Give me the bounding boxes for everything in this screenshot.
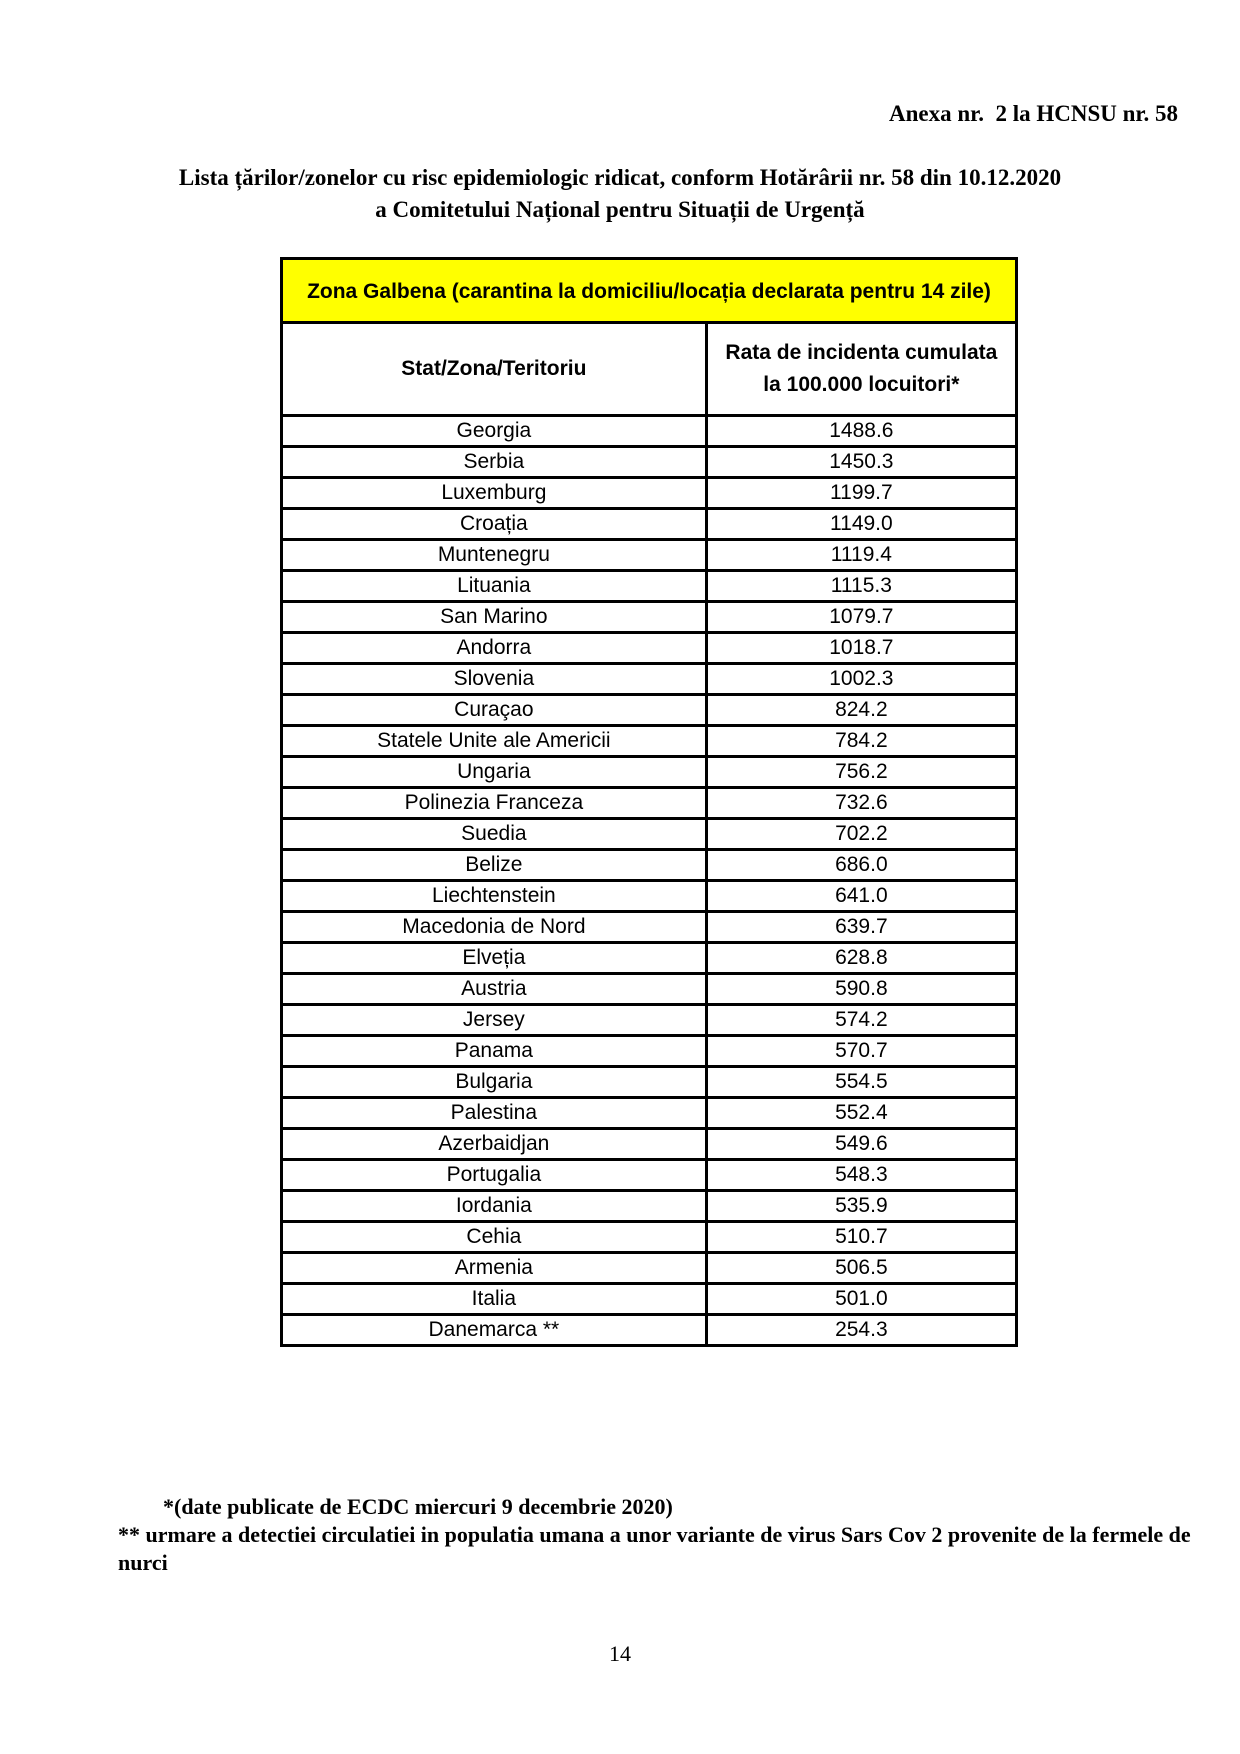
- country-name-cell: Armenia: [282, 1253, 707, 1284]
- footnote-1: *(date publicate de ECDC miercuri 9 decembrie 2020): [163, 1494, 673, 1519]
- incidence-rate-cell: 702.2: [706, 819, 1016, 850]
- table-row: [282, 1160, 1017, 1191]
- incidence-rate-cell: 639.7: [706, 912, 1016, 943]
- country-name-cell: Croația: [282, 509, 707, 540]
- incidence-rate-cell: 549.6: [706, 1129, 1016, 1160]
- table-row: [282, 416, 1017, 447]
- yellow-zone-table: [280, 257, 1018, 1347]
- page-number: 14: [609, 1641, 631, 1666]
- incidence-rate-cell: 1115.3: [706, 571, 1016, 602]
- country-name-cell: Ungaria: [282, 757, 707, 788]
- country-name-cell: Lituania: [282, 571, 707, 602]
- country-name-cell: Elveția: [282, 943, 707, 974]
- footnote-2: ** urmare a detectiei circulatiei in populatia umana a unor variante de virus Sars Cov 2 provenite de la fermele de nurci: [118, 1522, 1191, 1575]
- incidence-rate-cell: 686.0: [706, 850, 1016, 881]
- country-name-cell: Jersey: [282, 1005, 707, 1036]
- column-header-name: Stat/Zona/Teritoriu: [282, 323, 707, 416]
- country-name-cell: Curaçao: [282, 695, 707, 726]
- table-row: [282, 1315, 1017, 1346]
- country-name-cell: Portugalia: [282, 1160, 707, 1191]
- incidence-rate-cell: 641.0: [706, 881, 1016, 912]
- country-name-cell: Bulgaria: [282, 1067, 707, 1098]
- country-name-cell: Andorra: [282, 633, 707, 664]
- country-name-cell: Liechtenstein: [282, 881, 707, 912]
- table-row: [282, 788, 1017, 819]
- table-row: [282, 974, 1017, 1005]
- incidence-rate-cell: 1119.4: [706, 540, 1016, 571]
- country-name-cell: Georgia: [282, 416, 707, 447]
- incidence-rate-cell: 628.8: [706, 943, 1016, 974]
- table-row: [282, 1098, 1017, 1129]
- country-name-cell: Panama: [282, 1036, 707, 1067]
- table-row: [282, 1253, 1017, 1284]
- table-row: [282, 819, 1017, 850]
- country-name-cell: Azerbaidjan: [282, 1129, 707, 1160]
- zone-title-row: [282, 259, 1017, 323]
- incidence-rate-cell: 548.3: [706, 1160, 1016, 1191]
- country-name-cell: Slovenia: [282, 664, 707, 695]
- incidence-rate-cell: 1199.7: [706, 478, 1016, 509]
- table-row: [282, 540, 1017, 571]
- incidence-rate-cell: 574.2: [706, 1005, 1016, 1036]
- country-name-cell: San Marino: [282, 602, 707, 633]
- document-title: [0, 162, 1240, 226]
- incidence-rate-cell: 590.8: [706, 974, 1016, 1005]
- table-row: [282, 1222, 1017, 1253]
- country-name-cell: Serbia: [282, 447, 707, 478]
- country-name-cell: Iordania: [282, 1191, 707, 1222]
- annex-reference: Anexa nr. 2 la HCNSU nr. 58: [888, 101, 1178, 126]
- country-name-cell: Suedia: [282, 819, 707, 850]
- country-name-cell: Danemarca **: [282, 1315, 707, 1346]
- incidence-rate-cell: 1002.3: [706, 664, 1016, 695]
- incidence-rate-cell: 824.2: [706, 695, 1016, 726]
- table-row: [282, 1191, 1017, 1222]
- table-row: [282, 912, 1017, 943]
- column-header-rate: Rata de incidenta cumulata la 100.000 locuitori*: [706, 323, 1016, 416]
- table-row: [282, 1005, 1017, 1036]
- country-name-cell: Statele Unite ale Americii: [282, 726, 707, 757]
- table-row: [282, 1129, 1017, 1160]
- incidence-rate-cell: 756.2: [706, 757, 1016, 788]
- column-header-row: [282, 323, 1017, 416]
- country-name-cell: Macedonia de Nord: [282, 912, 707, 943]
- country-name-cell: Polinezia Franceza: [282, 788, 707, 819]
- table-row: [282, 602, 1017, 633]
- table-row: [282, 664, 1017, 695]
- incidence-rate-cell: 732.6: [706, 788, 1016, 819]
- incidence-rate-cell: 506.5: [706, 1253, 1016, 1284]
- table-row: [282, 757, 1017, 788]
- incidence-rate-cell: 554.5: [706, 1067, 1016, 1098]
- document-title-line-2: a Comitetului Național pentru Situații de Urgență: [375, 197, 865, 222]
- incidence-rate-cell: 784.2: [706, 726, 1016, 757]
- table-row: [282, 478, 1017, 509]
- incidence-rate-cell: 1018.7: [706, 633, 1016, 664]
- country-name-cell: Muntenegru: [282, 540, 707, 571]
- country-name-cell: Italia: [282, 1284, 707, 1315]
- table-row: [282, 447, 1017, 478]
- country-name-cell: Belize: [282, 850, 707, 881]
- incidence-rate-cell: 552.4: [706, 1098, 1016, 1129]
- table-row: [282, 633, 1017, 664]
- country-name-cell: Cehia: [282, 1222, 707, 1253]
- table-row: [282, 1036, 1017, 1067]
- table-row: [282, 1284, 1017, 1315]
- table-row: [282, 726, 1017, 757]
- incidence-rate-cell: 254.3: [706, 1315, 1016, 1346]
- table-row: [282, 571, 1017, 602]
- incidence-rate-cell: 1450.3: [706, 447, 1016, 478]
- table-row: [282, 695, 1017, 726]
- table-row: [282, 881, 1017, 912]
- country-name-cell: Palestina: [282, 1098, 707, 1129]
- table-row: [282, 850, 1017, 881]
- table-row: [282, 943, 1017, 974]
- incidence-rate-cell: 1488.6: [706, 416, 1016, 447]
- country-name-cell: Austria: [282, 974, 707, 1005]
- table-row: [282, 509, 1017, 540]
- incidence-rate-cell: 501.0: [706, 1284, 1016, 1315]
- incidence-rate-cell: 1079.7: [706, 602, 1016, 633]
- document-title-line-1: Lista țărilor/zonelor cu risc epidemiologic ridicat, conform Hotărârii nr. 58 din 10.12.2020: [178, 165, 1062, 190]
- incidence-rate-cell: 535.9: [706, 1191, 1016, 1222]
- incidence-rate-cell: 570.7: [706, 1036, 1016, 1067]
- incidence-rate-cell: 1149.0: [706, 509, 1016, 540]
- zone-title: Zona Galbena (carantina la domiciliu/locația declarata pentru 14 zile): [282, 259, 1017, 323]
- incidence-rate-cell: 510.7: [706, 1222, 1016, 1253]
- country-name-cell: Luxemburg: [282, 478, 707, 509]
- footnotes: [118, 1493, 1198, 1577]
- table-row: [282, 1067, 1017, 1098]
- table-body: [282, 416, 1017, 1346]
